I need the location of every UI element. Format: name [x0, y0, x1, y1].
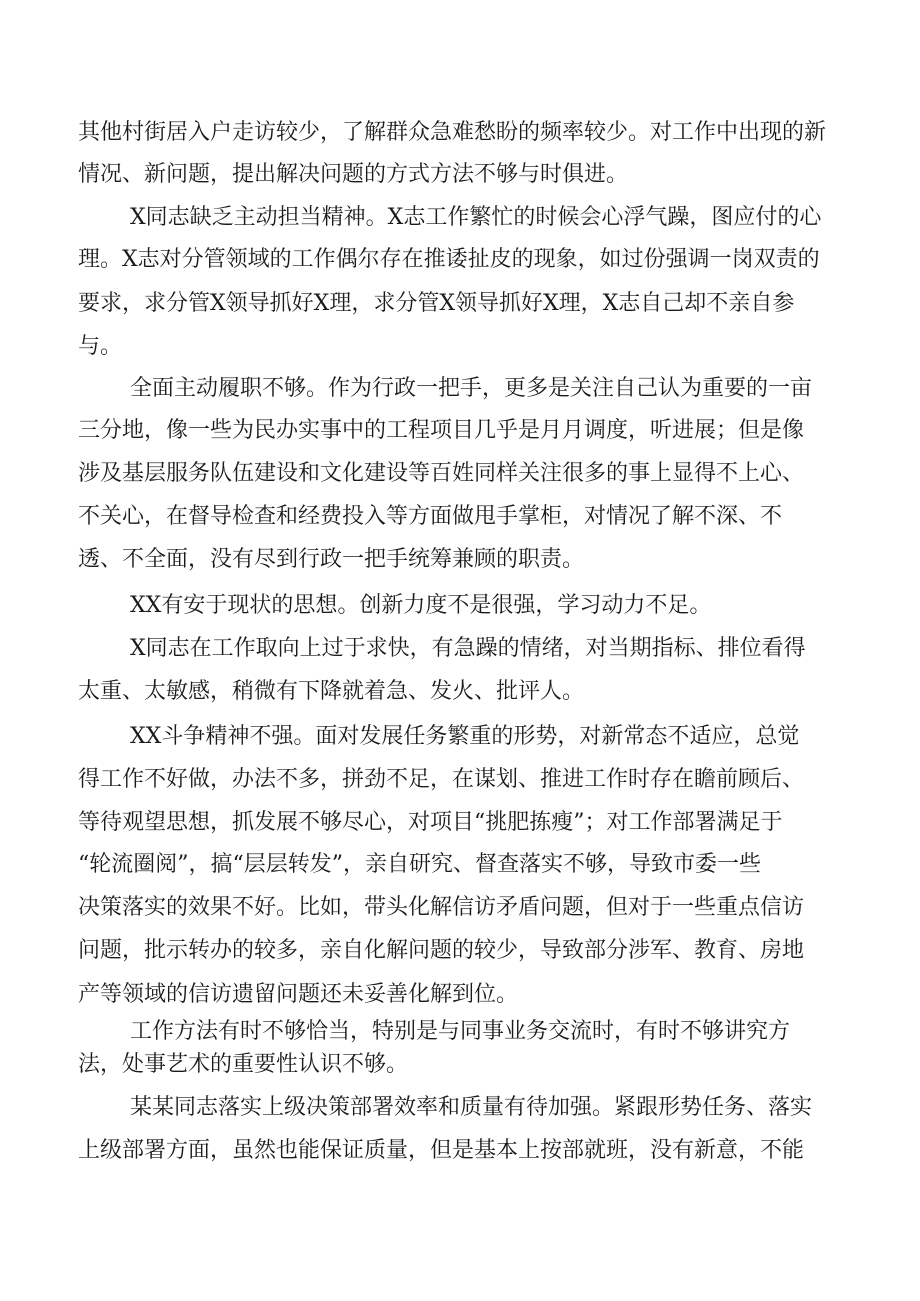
text-line: X同志缺乏主动担当精神。X志工作繁忙的时候会心浮气躁，图应付的心: [130, 205, 822, 230]
text-line: 法，处事艺术的重要性认识不够。: [78, 1052, 409, 1077]
text-line: “轮流圈阅”，搞“层层转发”，亲自研究、督查落实不够，导致市委一些: [78, 852, 761, 877]
text-line: 决策落实的效果不好。比如，带头化解信访矛盾问题，但对于一些重点信访: [78, 895, 805, 920]
text-line: 得工作不好做，办法不多，拼劲不足，在谋划、推进工作时存在瞻前顾后、: [78, 767, 805, 792]
text-line: 其他村街居入户走访较少，了解群众急难愁盼的频率较少。对工作中出现的新: [78, 120, 827, 145]
text-line: 工作方法有时不够恰当，特别是与同事业务交流时，有时不够讲究方: [130, 1019, 791, 1044]
text-line: XX有安于现状的思想。创新力度不是很强，学习动力不足。: [130, 593, 712, 618]
text-line: 理。X志对分管领域的工作偶尔存在推诿扯皮的现象，如过份强调一岗双责的: [78, 247, 820, 272]
text-line: 与。: [78, 334, 123, 359]
text-line: 情况、新问题，提出解决问题的方式方法不够与时俱进。: [78, 162, 629, 187]
text-line: 全面主动履职不够。作为行政一把手，更多是关注自己认为重要的一亩: [130, 376, 813, 401]
text-line: 等待观望思想，抓发展不够尽心，对项目“挑肥拣瘦”；对工作部署满足于: [78, 810, 783, 835]
text-line: 某某同志落实上级决策部署效率和质量有待加强。紧跟形势任务、落实: [130, 1095, 813, 1120]
text-line: XX斗争精神不强。面对发展任务繁重的形势，对新常态不适应，总觉: [130, 724, 800, 749]
text-line: 产等领域的信访遗留问题还未妥善化解到位。: [78, 982, 519, 1007]
text-line: X同志在工作取向上过于求快，有急躁的情绪，对当期指标、排位看得: [130, 636, 806, 661]
text-line: 涉及基层服务队伍建设和文化建设等百姓同样关注很多的事上显得不上心、: [78, 461, 805, 486]
text-line: 透、不全面，没有尽到行政一把手统筹兼顾的职责。: [78, 547, 585, 572]
text-line: 要求，求分管X领导抓好X理，求分管X领导抓好X理，X志自己却不亲自参: [78, 291, 795, 316]
text-line: 上级部署方面，虽然也能保证质量，但是基本上按部就班，没有新意，不能: [78, 1138, 805, 1163]
text-line: 太重、太敏感，稍微有下降就着急、发火、批评人。: [78, 679, 585, 704]
text-line: 三分地，像一些为民办实事中的工程项目几乎是月月调度，听进展；但是像: [78, 418, 805, 443]
text-line: 不关心，在督导检查和经费投入等方面做甩手掌柜，对情况了解不深、不: [78, 504, 783, 529]
text-line: 问题，批示转办的较多，亲自化解问题的较少，导致部分涉军、教育、房地: [78, 938, 805, 963]
